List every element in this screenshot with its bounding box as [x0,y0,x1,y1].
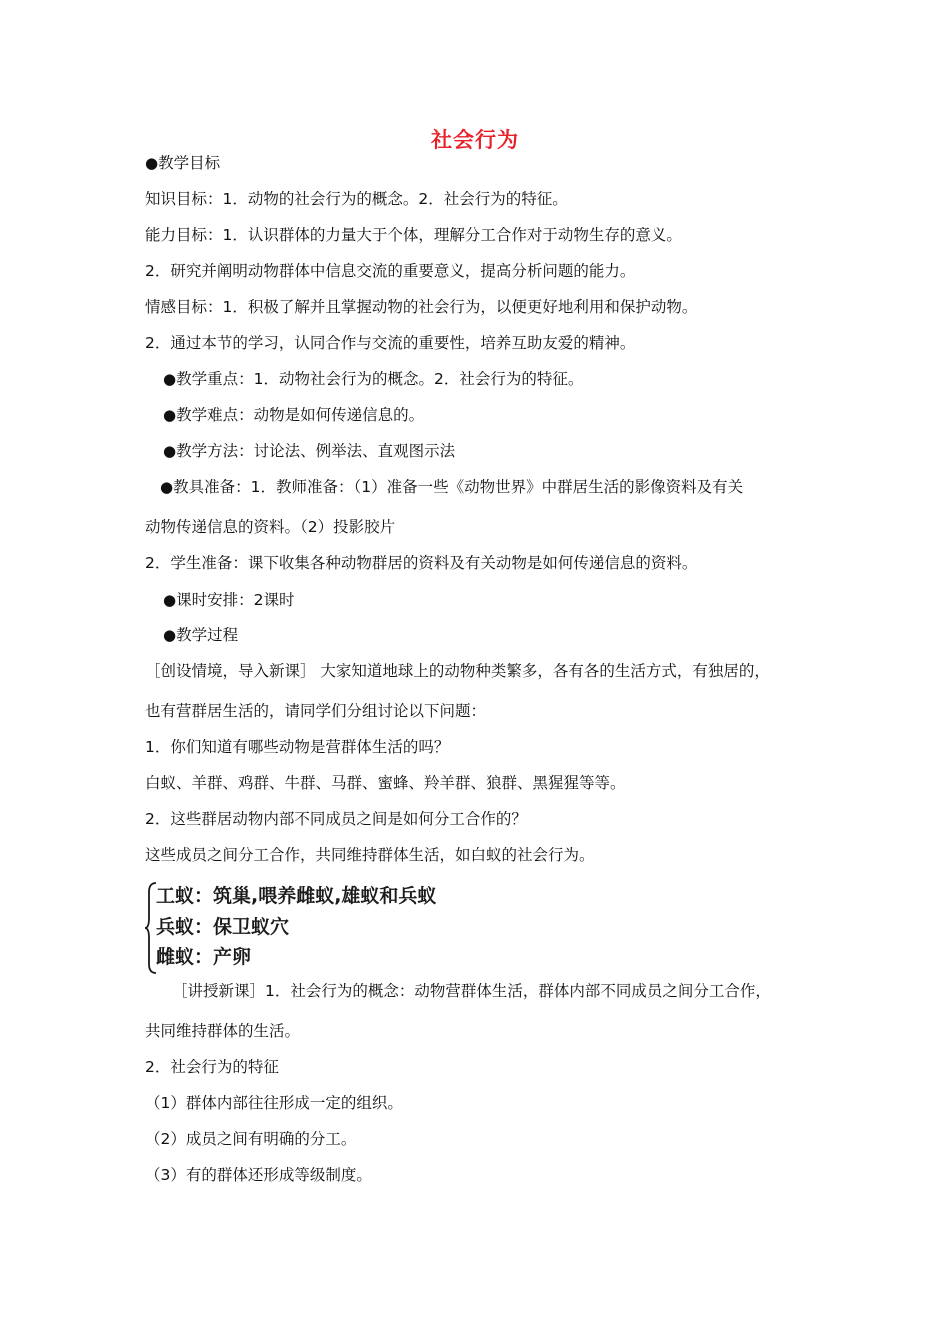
section-process [163,625,238,645]
line-text: 课时安排：2课时 [176,591,295,609]
answer-2: 这些成员之间分工合作，共同维持群体生活，如白蚁的社会行为。 [145,846,595,864]
section-difficulties [163,405,424,425]
section-heading-teaching-goals [145,153,220,173]
paragraph-new-lesson-cont: 共同维持群体的生活。 [145,1022,301,1040]
section-methods [163,441,455,461]
feature-1: （1）群体内部往往形成一定的组织。 [145,1094,403,1112]
question-1: 1．你们知道有哪些动物是营群体生活的吗？ [145,738,450,756]
page-title: 社会行为 [431,128,519,152]
worker-termite-role: 工蚁：筑巢,喂养雌蚁,雄蚁和兵蚁 [156,885,437,907]
line-text: 教学目标 [158,154,221,172]
heading-features: 2．社会行为的特征 [145,1058,279,1076]
paragraph-student-prep: 2．学生准备：课下收集各种动物群居的资料及有关动物是如何传递信息的资料。 [145,554,698,572]
section-key-points [163,369,583,389]
paragraph-ability-goal: 能力目标：1．认识群体的力量大于个体，理解分工合作对于动物生存的意义。 [145,226,682,244]
feature-2: （2）成员之间有明确的分工。 [145,1130,357,1148]
section-schedule [163,590,294,610]
line-text: 教学方法：讨论法、例举法、直观图示法 [176,442,456,460]
line-text: 教学过程 [176,626,239,644]
paragraph-emotion-goal-2: 2．通过本节的学习，认同合作与交流的重要性，培养互助友爱的精神。 [145,334,636,352]
paragraph-intro-cont: 也有营群居生活的，请同学们分组讨论以下问题： [145,702,487,720]
section-materials [160,477,743,497]
line-text: 教学重点：1．动物社会行为的概念。2．社会行为的特征。 [176,370,584,388]
paragraph-materials-cont: 动物传递信息的资料。（2）投影胶片 [145,518,396,536]
soldier-termite-role: 兵蚁：保卫蚁穴 [156,916,290,938]
termite-division-diagram [145,880,445,980]
question-2: 2．这些群居动物内部不同成员之间是如何分工合作的？ [145,810,527,828]
answer-1: 白蚁、羊群、鸡群、牛群、马群、蜜蜂、羚羊群、狼群、黑猩猩等等。 [145,774,626,792]
paragraph-emotion-goal: 情感目标：1．积极了解并且掌握动物的社会行为，以便更好地利用和保护动物。 [145,298,698,316]
paragraph-knowledge-goal: 知识目标：1．动物的社会行为的概念。2．社会行为的特征。 [145,190,568,208]
queen-termite-role: 雌蚁：产卵 [156,946,252,968]
line-text: 教具准备：1．教师准备：（1）准备一些《动物世界》中群居生活的影像资料及有关 [173,478,744,496]
paragraph-new-lesson: ［讲授新课］1．社会行为的概念：动物营群体生活，群体内部不同成员之间分工合作， [172,982,771,1000]
feature-3: （3）有的群体还形成等级制度。 [145,1166,372,1184]
line-text: 教学难点：动物是如何传递信息的。 [176,406,425,424]
paragraph-ability-goal-2: 2．研究并阐明动物群体中信息交流的重要意义，提高分析问题的能力。 [145,262,636,280]
paragraph-intro: ［创设情境，导入新课］ 大家知道地球上的动物种类繁多，各有各的生活方式，有独居的， [145,662,770,680]
